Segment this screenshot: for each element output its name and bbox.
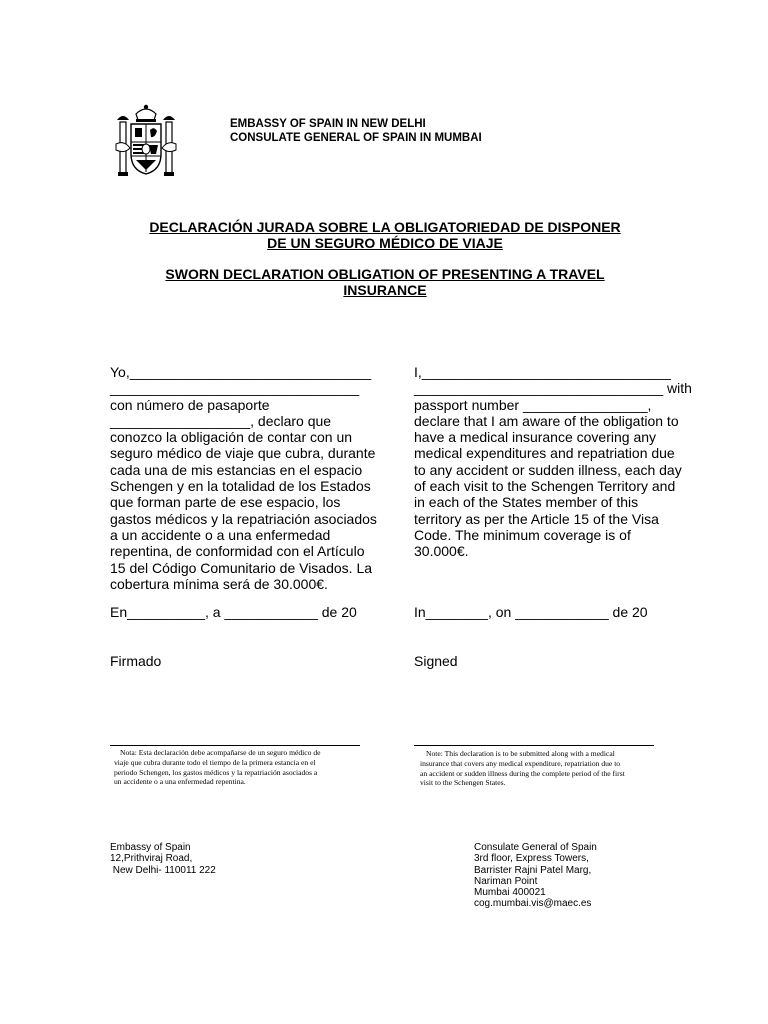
text-line: cobertura mínima será de 30.000€. bbox=[110, 575, 328, 592]
embassy-name: EMBASSY OF SPAIN IN NEW DELHI bbox=[230, 118, 426, 130]
spanish-title bbox=[60, 219, 710, 251]
note-line: un accidente o a una enfermedad repentina. bbox=[114, 777, 246, 787]
note-line: an accident or sudden illness during the complete period of the first bbox=[420, 768, 625, 778]
text-line: of each visit to the Schengen Territory and bbox=[414, 478, 676, 495]
text-line: 30.000€. bbox=[414, 543, 469, 560]
text-line: ________________________________ with bbox=[414, 380, 692, 397]
consulate-name: CONSULATE GENERAL OF SPAIN IN MUMBAI bbox=[230, 132, 482, 144]
spanish-title-line-1: DECLARACIÓN JURADA SOBRE LA OBLIGATORIEDAD DE DISPONER bbox=[149, 219, 621, 235]
address-line: New Delhi- 110011 222 bbox=[110, 864, 216, 876]
delhi-address bbox=[110, 842, 216, 876]
text-line: __________________, declaro que bbox=[110, 412, 332, 429]
english-date-line: In________, on ____________ de 20 bbox=[414, 604, 648, 620]
note-line: periodo Schengen, los gastos médicos y la repatriación asociados a bbox=[114, 767, 318, 777]
text-line: Schengen y en la totalidad de los Estados bbox=[110, 478, 371, 495]
address-line: Embassy of Spain bbox=[110, 842, 191, 853]
address-line: Barrister Rajni Patel Marg, bbox=[474, 864, 592, 876]
spanish-date-line: En__________, a ____________ de 20 bbox=[110, 604, 357, 620]
note-line: Nota: Esta declaración debe acompañarse de un seguro médico de bbox=[120, 748, 321, 757]
text-line: medical expenditures and repatriation due bbox=[414, 445, 675, 462]
text-line: a un accidente o a una enfermedad bbox=[110, 526, 331, 543]
english-note bbox=[420, 749, 625, 788]
address-line: Nariman Point bbox=[474, 875, 538, 887]
text-line: gastos médicos y la repatriación asociados bbox=[110, 510, 377, 527]
text-line: I,________________________________ bbox=[414, 364, 671, 380]
english-title-line-1: SWORN DECLARATION OBLIGATION OF PRESENTING A TRAVEL bbox=[165, 266, 605, 282]
english-title-line-2: INSURANCE bbox=[343, 282, 427, 298]
text-line: have a medical insurance covering any bbox=[414, 429, 657, 446]
text-line: repentina, de conformidad con el Artículo bbox=[110, 543, 365, 560]
email-address[interactable]: cog.mumbai.vis@maec.es bbox=[474, 898, 592, 910]
note-line: viaje que cubra durante todo el tiempo de la primera estancia en el bbox=[114, 757, 316, 767]
address-line: Consulate General of Spain bbox=[474, 842, 597, 853]
text-line: ________________________________ bbox=[110, 380, 360, 397]
address-line: 3rd floor, Express Towers, bbox=[474, 853, 589, 865]
text-line: Code. The minimum coverage is of bbox=[414, 526, 631, 543]
address-line: 12,Prithviraj Road, bbox=[110, 853, 193, 865]
text-line: conozco la obligación de contar con un bbox=[110, 429, 353, 446]
text-line: 15 del Código Comunitario de Visados. La bbox=[110, 559, 373, 576]
address-line: Mumbai 400021 bbox=[474, 887, 546, 899]
spanish-signed-label: Firmado bbox=[110, 653, 162, 669]
english-title bbox=[60, 266, 710, 298]
text-line: Yo,_______________________________ bbox=[110, 364, 372, 380]
note-line: visit to the Schengen States. bbox=[420, 778, 506, 788]
note-line: Note: This declaration is to be submitted along with a medical bbox=[426, 749, 615, 758]
text-line: con número de pasaporte bbox=[110, 396, 270, 413]
spain-coat-of-arms-logo bbox=[114, 104, 178, 182]
text-line: cada una de mis estancias en el espacio bbox=[110, 461, 363, 478]
english-declaration-text bbox=[414, 364, 704, 560]
note-line: insurance that covers any medical expenditure, repatriation due to bbox=[420, 758, 621, 768]
spanish-note-divider bbox=[110, 745, 360, 746]
spanish-note bbox=[114, 748, 321, 787]
spanish-declaration-text bbox=[110, 364, 395, 592]
header-block bbox=[230, 117, 482, 145]
text-line: declare that I am aware of the obligation to bbox=[414, 412, 679, 429]
text-line: in each of the States member of this bbox=[414, 494, 639, 511]
text-line: que forman parte de ese espacio, los bbox=[110, 494, 341, 511]
text-line: territory as per the Article 15 of the Visa bbox=[414, 510, 659, 527]
english-note-divider bbox=[414, 745, 654, 746]
mumbai-address bbox=[474, 842, 597, 910]
text-line: passport number ________________, bbox=[414, 396, 652, 413]
spanish-title-line-2: DE UN SEGURO MÉDICO DE VIAJE bbox=[267, 235, 503, 251]
text-line: to any accident or sudden illness, each day bbox=[414, 461, 682, 478]
text-line: seguro médico de viaje que cubra, durante bbox=[110, 445, 376, 462]
english-signed-label: Signed bbox=[414, 653, 458, 669]
